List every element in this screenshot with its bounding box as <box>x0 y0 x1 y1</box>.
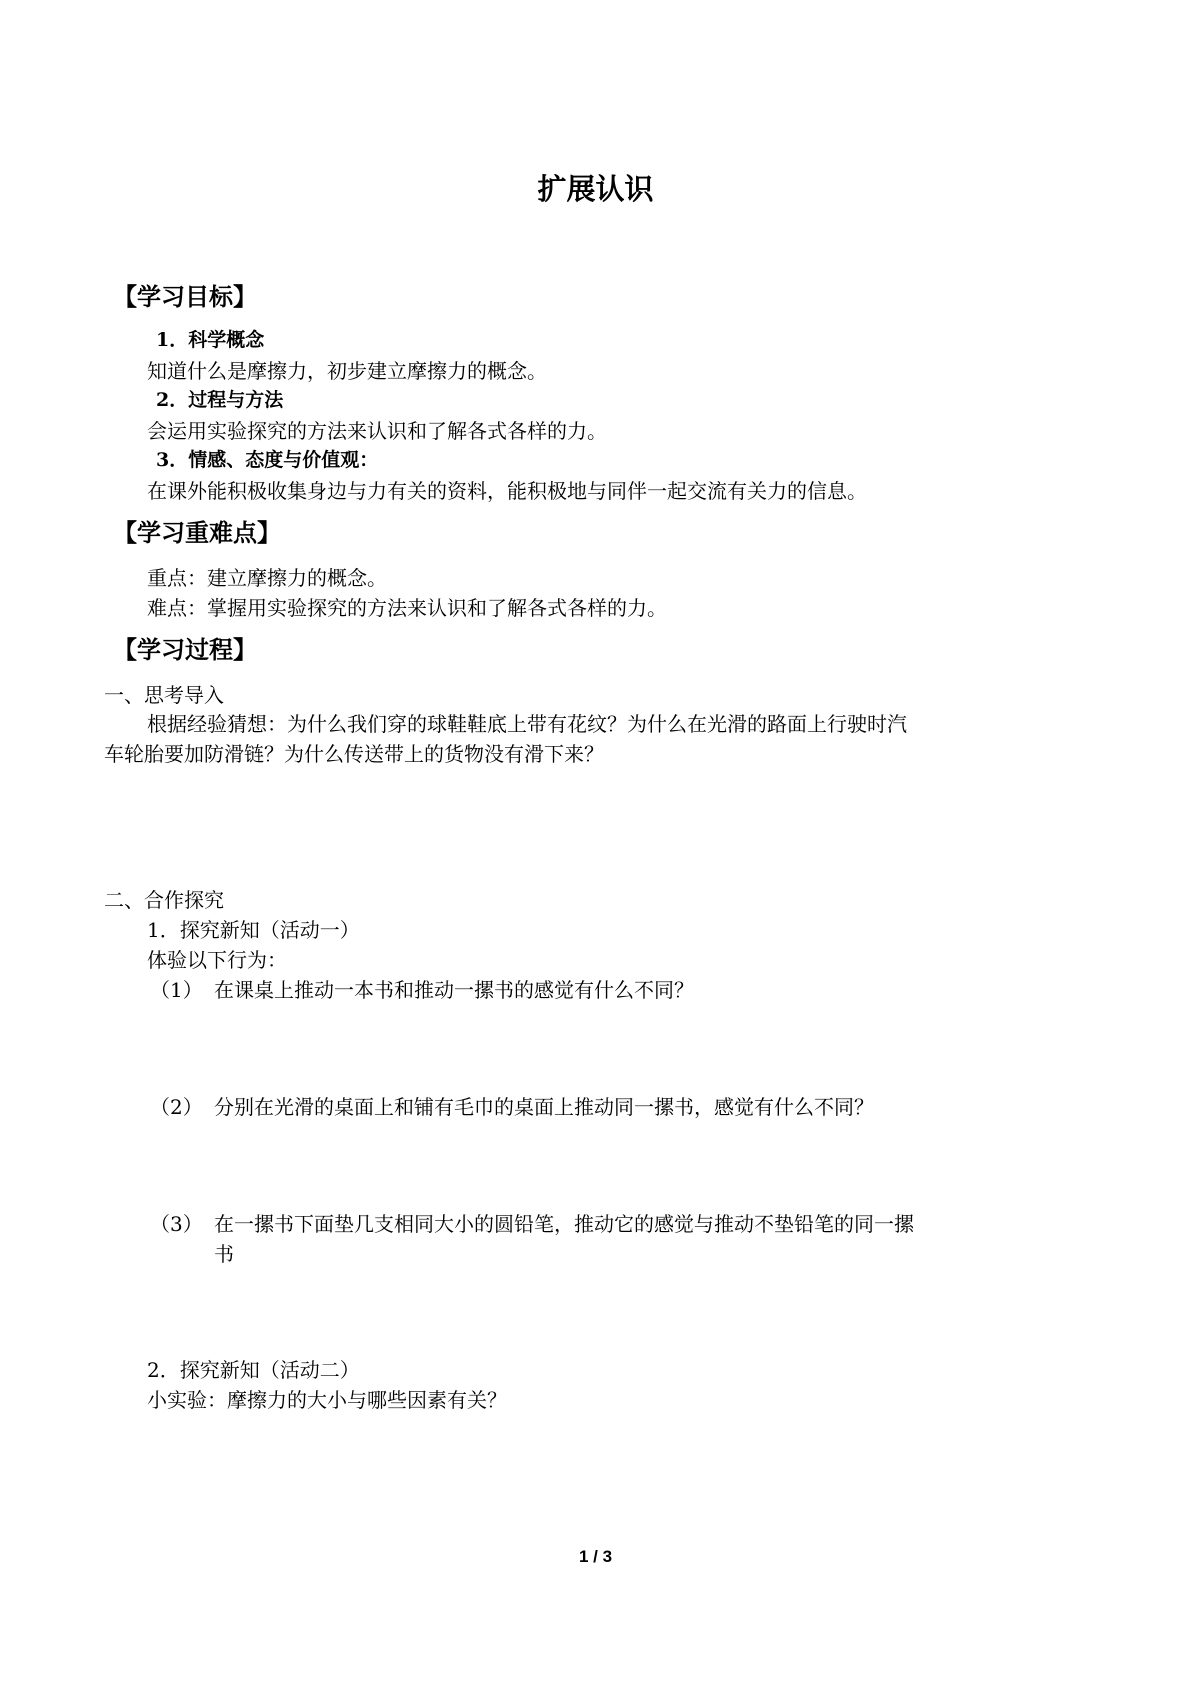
activity2-title: 2．探究新知（活动二） <box>147 1358 360 1382</box>
activity1-item-number: （1） <box>150 978 203 1002</box>
page-title: 扩展认识 <box>537 172 654 206</box>
key-points-heading: 【学习重难点】 <box>113 518 281 547</box>
part1-text-line2: 车轮胎要加防滑链？为什么传送带上的货物没有滑下来？ <box>104 742 604 766</box>
part2-title: 二、合作探究 <box>104 888 224 912</box>
activity1-item-number: （3） <box>150 1212 203 1236</box>
objective-label-3: 3．情感、态度与价值观： <box>156 449 379 471</box>
activity1-item-text-continued: 书 <box>214 1242 234 1266</box>
activity1-item-text: 分别在光滑的桌面上和铺有毛巾的桌面上推动同一摞书，感觉有什么不同？ <box>214 1095 874 1119</box>
part1-title: 一、思考导入 <box>104 683 224 707</box>
objective-text-1: 知道什么是摩擦力，初步建立摩擦力的概念。 <box>147 359 547 383</box>
process-heading: 【学习过程】 <box>113 635 257 664</box>
objectives-heading: 【学习目标】 <box>113 282 257 311</box>
objective-text-2: 会运用实验探究的方法来认识和了解各式各样的力。 <box>147 419 607 443</box>
activity2-intro: 小实验：摩擦力的大小与哪些因素有关？ <box>147 1388 507 1412</box>
part1-text-line1: 根据经验猜想：为什么我们穿的球鞋鞋底上带有花纹？为什么在光滑的路面上行驶时汽 <box>147 712 907 736</box>
activity1-title: 1．探究新知（活动一） <box>147 918 360 942</box>
activity1-item-text: 在一摞书下面垫几支相同大小的圆铅笔，推动它的感觉与推动不垫铅笔的同一摞 <box>214 1212 914 1236</box>
activity1-intro: 体验以下行为： <box>147 948 287 972</box>
objective-text-3: 在课外能积极收集身边与力有关的资料，能积极地与同伴一起交流有关力的信息。 <box>147 479 867 503</box>
activity1-item-text: 在课桌上推动一本书和推动一摞书的感觉有什么不同？ <box>214 978 694 1002</box>
objective-label-1: 1．科学概念 <box>156 329 265 351</box>
objective-label-2: 2．过程与方法 <box>156 389 284 411</box>
key-point-difficulty: 难点：掌握用实验探究的方法来认识和了解各式各样的力。 <box>147 596 667 620</box>
key-point-focus: 重点：建立摩擦力的概念。 <box>147 566 387 590</box>
page-number: 1 / 3 <box>578 1547 613 1566</box>
activity1-item-number: （2） <box>150 1095 203 1119</box>
